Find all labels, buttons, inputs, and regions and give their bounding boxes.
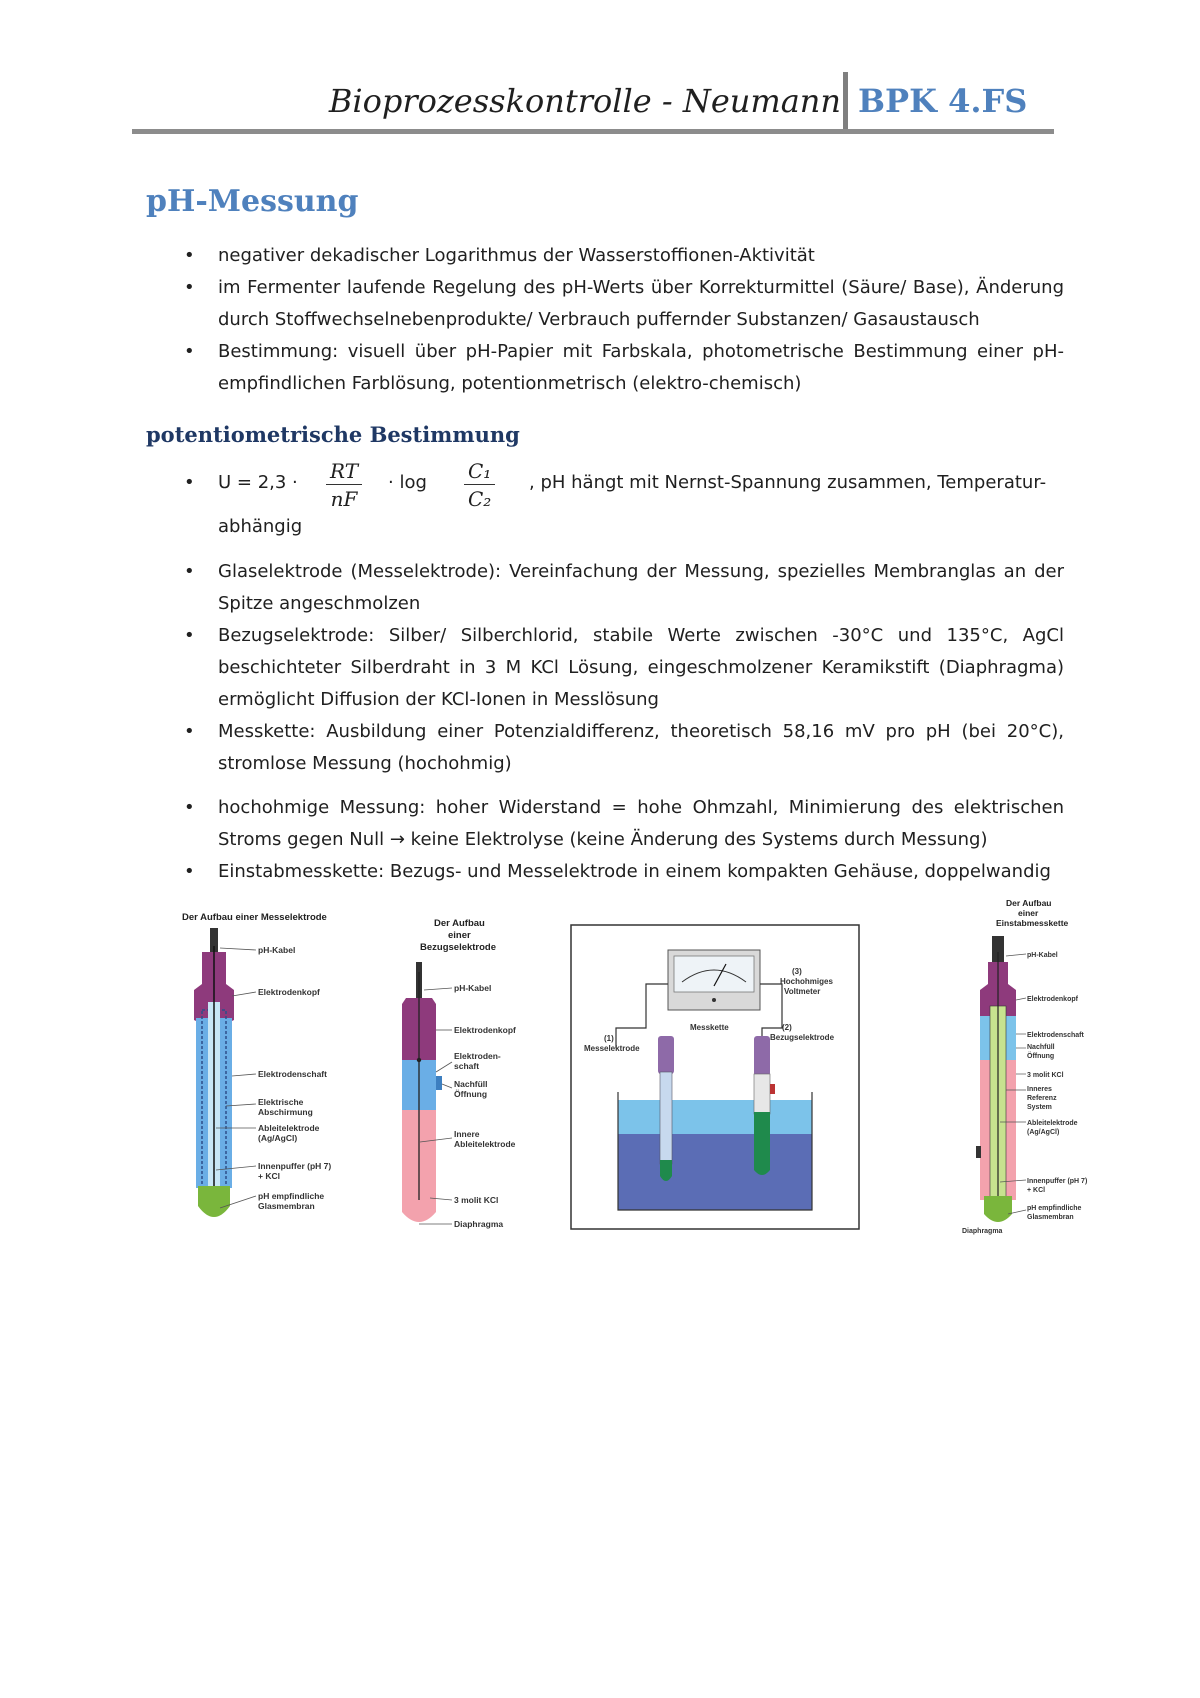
figure-label: (Ag/AgCl)	[258, 1133, 298, 1143]
figure-label: Referenz	[1027, 1095, 1057, 1102]
figure-label: Voltmeter	[784, 987, 821, 996]
reference-electrode-tip-shape	[754, 1112, 770, 1175]
fraction-numerator: C₁	[464, 458, 495, 485]
figure-label: Nachfüll	[1027, 1044, 1055, 1051]
measuring-electrode-head-shape	[658, 1036, 674, 1074]
figure-label: Elektrodenkopf	[258, 987, 320, 997]
list-item-text: Glaselektrode (Messelektrode): Vereinfachung der Messung, spezielles Membranglas an der Spitze angeschmolzen	[218, 561, 1064, 614]
list-item	[174, 272, 1064, 336]
formula-suffix: , pH hängt mit Nernst-Spannung zusammen, Temperatur-	[529, 472, 1047, 493]
measuring-electrode-tip-shape	[660, 1160, 672, 1181]
figure-label: Ableitelektrode	[258, 1123, 320, 1133]
formula-log: · log	[388, 472, 427, 493]
fraction-c1-c2	[464, 458, 495, 513]
list-item	[174, 336, 1064, 400]
formula-continuation: abhängig	[218, 516, 303, 537]
figure-label: System	[1027, 1104, 1052, 1111]
section-heading-ph-messung: pH-Messung	[146, 184, 359, 219]
measurement-list	[174, 792, 1064, 888]
page-header	[132, 68, 1054, 134]
figure-label: + KCl	[1027, 1187, 1046, 1194]
figure-label: Hochohmiges	[780, 977, 833, 986]
figure-label: (2)	[782, 1023, 792, 1032]
list-item-text: Einstabmesskette: Bezugs- und Messelektrode in einem kompakten Gehäuse, doppelwandig	[218, 861, 1051, 882]
electrode-list	[174, 556, 1064, 780]
figure-label: Ableitelektrode	[1027, 1120, 1078, 1127]
figure-caption: Bezugselektrode	[420, 942, 497, 953]
figure-label: Elektrodenkopf	[454, 1025, 516, 1035]
figure-label: pH empfindliche	[258, 1191, 325, 1201]
figure-label: Inneres	[1027, 1086, 1052, 1093]
list-item	[174, 556, 1064, 620]
figure-label: (Ag/AgCl)	[1027, 1129, 1060, 1136]
bullet-icon: •	[184, 625, 195, 646]
solution-upper-shape	[618, 1100, 812, 1134]
fraction-denominator: nF	[330, 487, 358, 511]
bullet-icon: •	[184, 861, 195, 882]
bullet-icon: •	[184, 341, 195, 362]
list-item-text: Messkette: Ausbildung einer Potenzialdifferenz, theoretisch 58,16 mV pro pH (bei 20°C), stromlose Messung (hochohmig)	[218, 721, 1064, 774]
figure-label: 3 molit KCl	[1027, 1072, 1064, 1079]
document-title: Bioprozesskontrolle - Neumann	[328, 82, 841, 120]
glass-membrane-shape	[984, 1196, 1012, 1222]
figure-label: Diaphragma	[454, 1219, 504, 1229]
bullet-icon: •	[184, 721, 195, 742]
fraction-rt-nf	[326, 458, 362, 513]
list-item	[174, 716, 1064, 780]
figure-label: Glasmembran	[258, 1201, 315, 1211]
figure-label: (3)	[792, 967, 802, 976]
figure-caption: Der Aufbau einer Messelektrode	[182, 912, 327, 923]
list-item	[174, 620, 1064, 716]
figure-label: Innere	[454, 1129, 480, 1139]
figure-messkette	[570, 924, 860, 1230]
measuring-electrode-shaft-shape	[660, 1072, 672, 1164]
figure-label: + KCl	[258, 1171, 280, 1181]
voltmeter-knob-shape	[712, 998, 716, 1002]
figure-label: Elektrodenkopf	[1027, 996, 1078, 1003]
fraction-denominator: C₂	[468, 487, 492, 511]
figure-label: Abschirmung	[258, 1107, 313, 1117]
figure-label: Nachfüll	[454, 1079, 488, 1089]
figure-caption: Einstabmesskette	[996, 918, 1069, 928]
figure-label: Elektrodenschaft	[1027, 1032, 1084, 1039]
bullet-icon: •	[184, 472, 195, 493]
diaphragm-shape	[976, 1146, 981, 1158]
figure-label: schaft	[454, 1061, 480, 1071]
figure-label: (1)	[604, 1034, 614, 1043]
figure-label: pH-Kabel	[258, 945, 296, 955]
figure-messelektrode	[160, 906, 370, 1236]
figure-label: Elektrische	[258, 1097, 304, 1107]
figure-label: Innenpuffer (pH 7)	[258, 1161, 332, 1171]
figure-label: Elektroden-	[454, 1051, 501, 1061]
reference-electrode-head-shape	[754, 1036, 770, 1076]
figure-label: Bezugselektrode	[770, 1033, 835, 1042]
ph-messung-list	[174, 240, 1064, 400]
formula-prefix: U = 2,3 ·	[218, 472, 298, 493]
figure-label: Diaphragma	[962, 1228, 1003, 1235]
figure-label: Glasmembran	[1027, 1214, 1074, 1221]
figure-caption: Der Aufbau	[434, 918, 485, 929]
course-code: BPK 4.FS	[858, 82, 1028, 120]
list-item	[174, 792, 1064, 856]
figure-einstabmesskette	[960, 896, 1100, 1236]
voltmeter-dial-shape	[674, 956, 754, 992]
bullet-icon: •	[184, 561, 195, 582]
figure-label: pH-Kabel	[1027, 952, 1058, 959]
figure-label: Öffnung	[1027, 1053, 1055, 1060]
reference-electrode-shaft-shape	[754, 1074, 770, 1114]
header-divider	[843, 72, 848, 132]
figure-caption: einer	[1018, 908, 1039, 918]
solution-lower-shape	[618, 1134, 812, 1210]
header-rule	[132, 129, 1054, 134]
list-item	[174, 240, 1064, 272]
list-item-text: Bezugselektrode: Silber/ Silberchlorid, stabile Werte zwischen -30°C und 135°C, AgCl beschichteter Silberdraht in 3 M KCl Lösung, eingeschmolzener Keramikstift (Diaphragma) ermöglicht Diffusion der KCl-Ionen in Messlösung	[218, 625, 1064, 710]
figure-label: pH empfindliche	[1027, 1205, 1082, 1212]
figure-label: Ableitelektrode	[454, 1139, 516, 1149]
section-heading-potentiometrische: potentiometrische Bestimmung	[146, 422, 520, 447]
list-item-text: negativer dekadischer Logarithmus der Wasserstoffionen-Aktivität	[218, 245, 815, 266]
figure-label: 3 molit KCl	[454, 1195, 499, 1205]
bullet-icon: •	[184, 277, 195, 298]
figure-label: pH-Kabel	[454, 983, 492, 993]
list-item	[174, 856, 1064, 888]
figure-label: Innenpuffer (pH 7)	[1027, 1178, 1088, 1185]
fraction-numerator: RT	[326, 458, 362, 485]
bullet-icon: •	[184, 797, 195, 818]
figure-label: Elektrodenschaft	[258, 1069, 327, 1079]
list-item-text: Bestimmung: visuell über pH-Papier mit Farbskala, photometrische Bestimmung einer pH-empfindlichen Farblösung, potentionmetrisch (elektro-chemisch)	[218, 341, 1064, 394]
figure-caption: einer	[448, 930, 471, 941]
glass-membrane-shape	[198, 1186, 230, 1217]
figure-label: Messkette	[690, 1023, 729, 1032]
list-item-text: hochohmige Messung: hoher Widerstand = hohe Ohmzahl, Minimierung des elektrischen Stroms gegen Null → keine Elektrolyse (keine Änderung des Systems durch Messung)	[218, 797, 1064, 850]
bullet-icon: •	[184, 245, 195, 266]
junction-dot-shape	[417, 1058, 421, 1062]
reference-electrode-port-shape	[770, 1084, 775, 1094]
figure-bezugselektrode	[390, 912, 540, 1238]
refill-opening-shape	[436, 1076, 442, 1090]
figure-label: Öffnung	[454, 1089, 488, 1099]
nernst-formula	[174, 458, 1064, 538]
list-item-text: im Fermenter laufende Regelung des pH-Werts über Korrekturmittel (Säure/ Base), Änderung durch Stoffwechselnebenprodukte/ Verbrauch puffernder Substanzen/ Gasaustausch	[218, 277, 1064, 330]
figure-caption: Der Aufbau	[1006, 898, 1052, 908]
figure-label: Messelektrode	[584, 1044, 640, 1053]
